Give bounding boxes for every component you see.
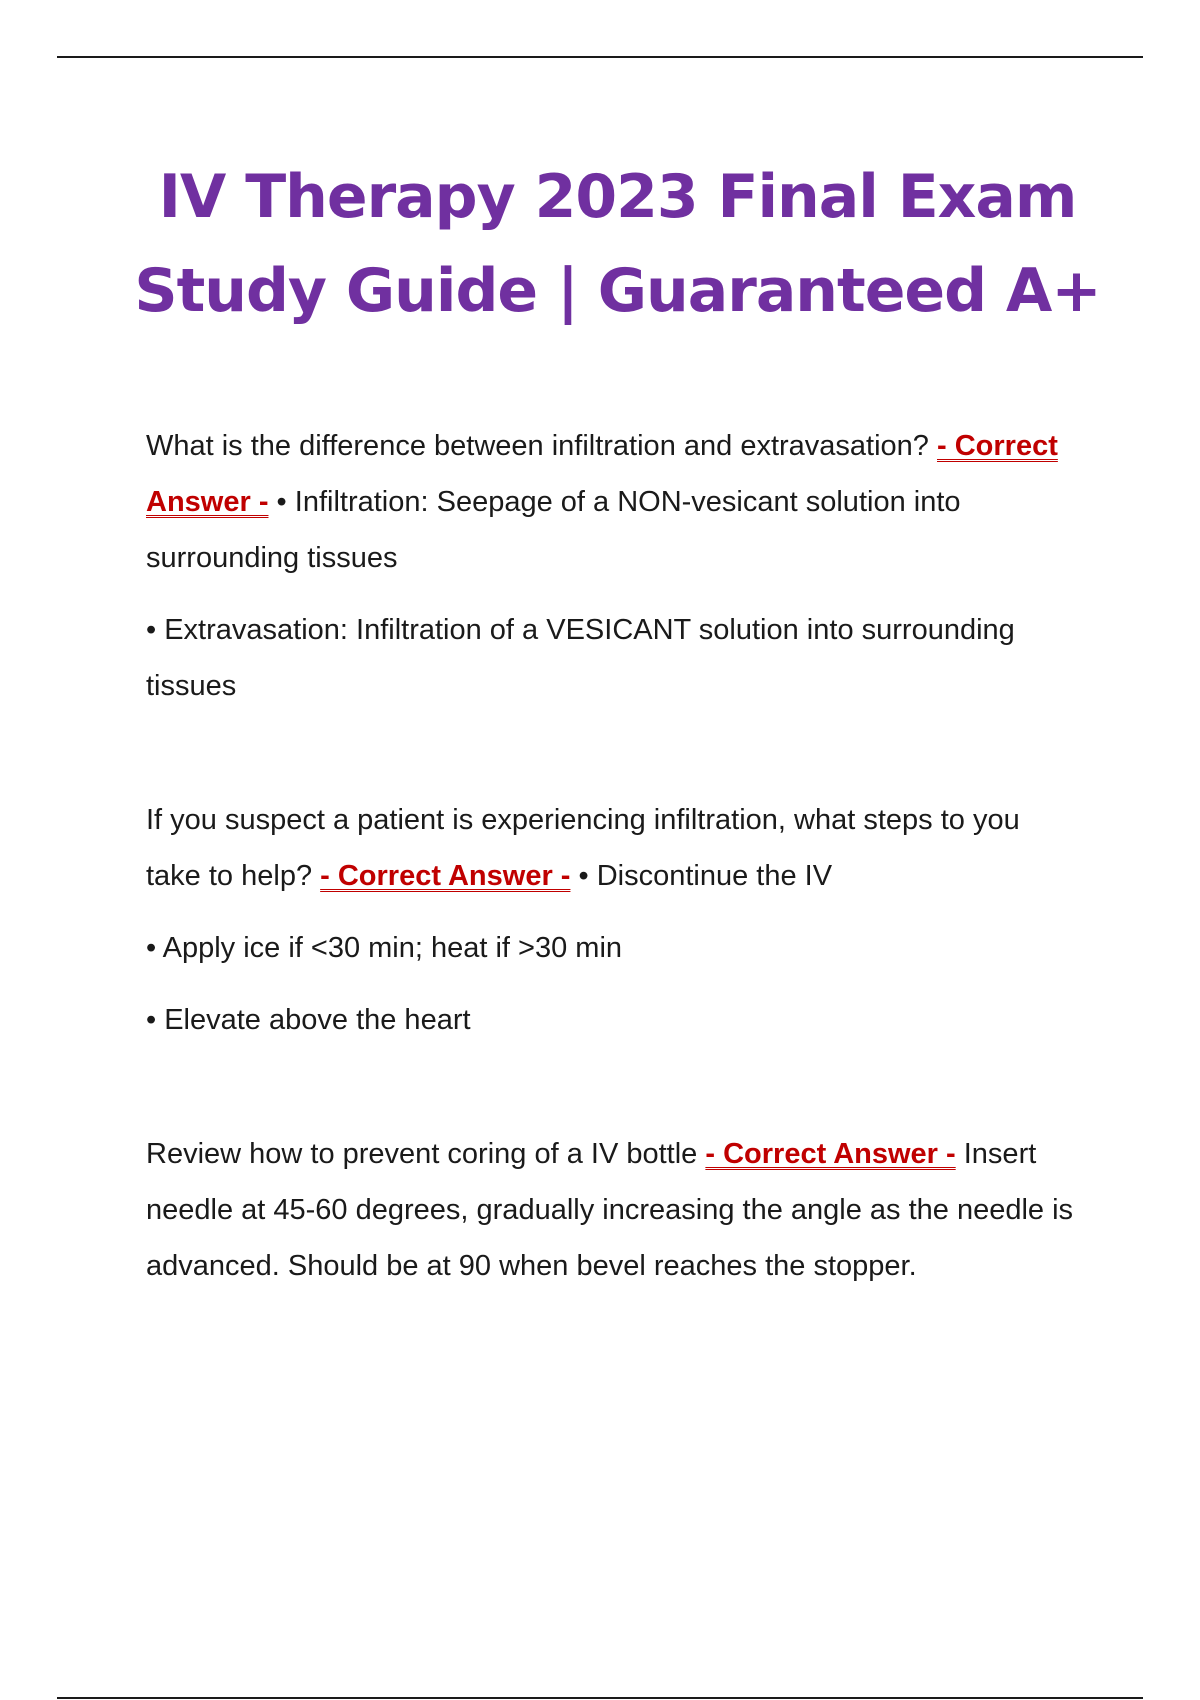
answer-text: Insert needle at 45-60 degrees, gradually increasing the angle as the needle is advanced. Should be at 90 when bevel reaches the stopper. xyxy=(146,1138,1074,1282)
qa-list xyxy=(146,418,1081,1294)
bottom-rule xyxy=(57,1697,1143,1699)
answer-text: • Infiltration: Seepage of a NON-vesicant solution into surrounding tissues xyxy=(146,486,961,574)
correct-answer-marker: - Correct Answer - xyxy=(146,430,1058,518)
answer-bullet: • Apply ice if <30 min; heat if >30 min xyxy=(146,932,623,964)
document-title xyxy=(0,150,1200,338)
question-text: Review how to prevent coring of a IV bottle xyxy=(146,1138,698,1170)
question-text: If you suspect a patient is experiencing infiltration, what steps to you take to help? xyxy=(146,804,1020,892)
answer-text: • Discontinue the IV xyxy=(578,860,833,892)
answer-bullet: • Elevate above the heart xyxy=(146,1004,471,1036)
top-rule xyxy=(57,56,1143,58)
qa-item xyxy=(146,418,1081,714)
correct-answer-marker: - Correct Answer - xyxy=(320,860,571,892)
qa-question-paragraph xyxy=(146,1126,1081,1294)
title-line-2: Study Guide | Guaranteed A+ xyxy=(134,256,1101,326)
qa-question-paragraph xyxy=(146,418,1081,586)
correct-answer-marker: - Correct Answer - xyxy=(705,1138,956,1170)
qa-item xyxy=(146,1126,1081,1294)
qa-item xyxy=(146,792,1081,1048)
title-line-1: IV Therapy 2023 Final Exam xyxy=(158,162,1077,232)
answer-bullet: • Extravasation: Infiltration of a VESICANT solution into surrounding tissues xyxy=(146,614,1015,702)
qa-question-paragraph xyxy=(146,792,1081,904)
question-text: What is the difference between infiltration and extravasation? xyxy=(146,430,929,462)
